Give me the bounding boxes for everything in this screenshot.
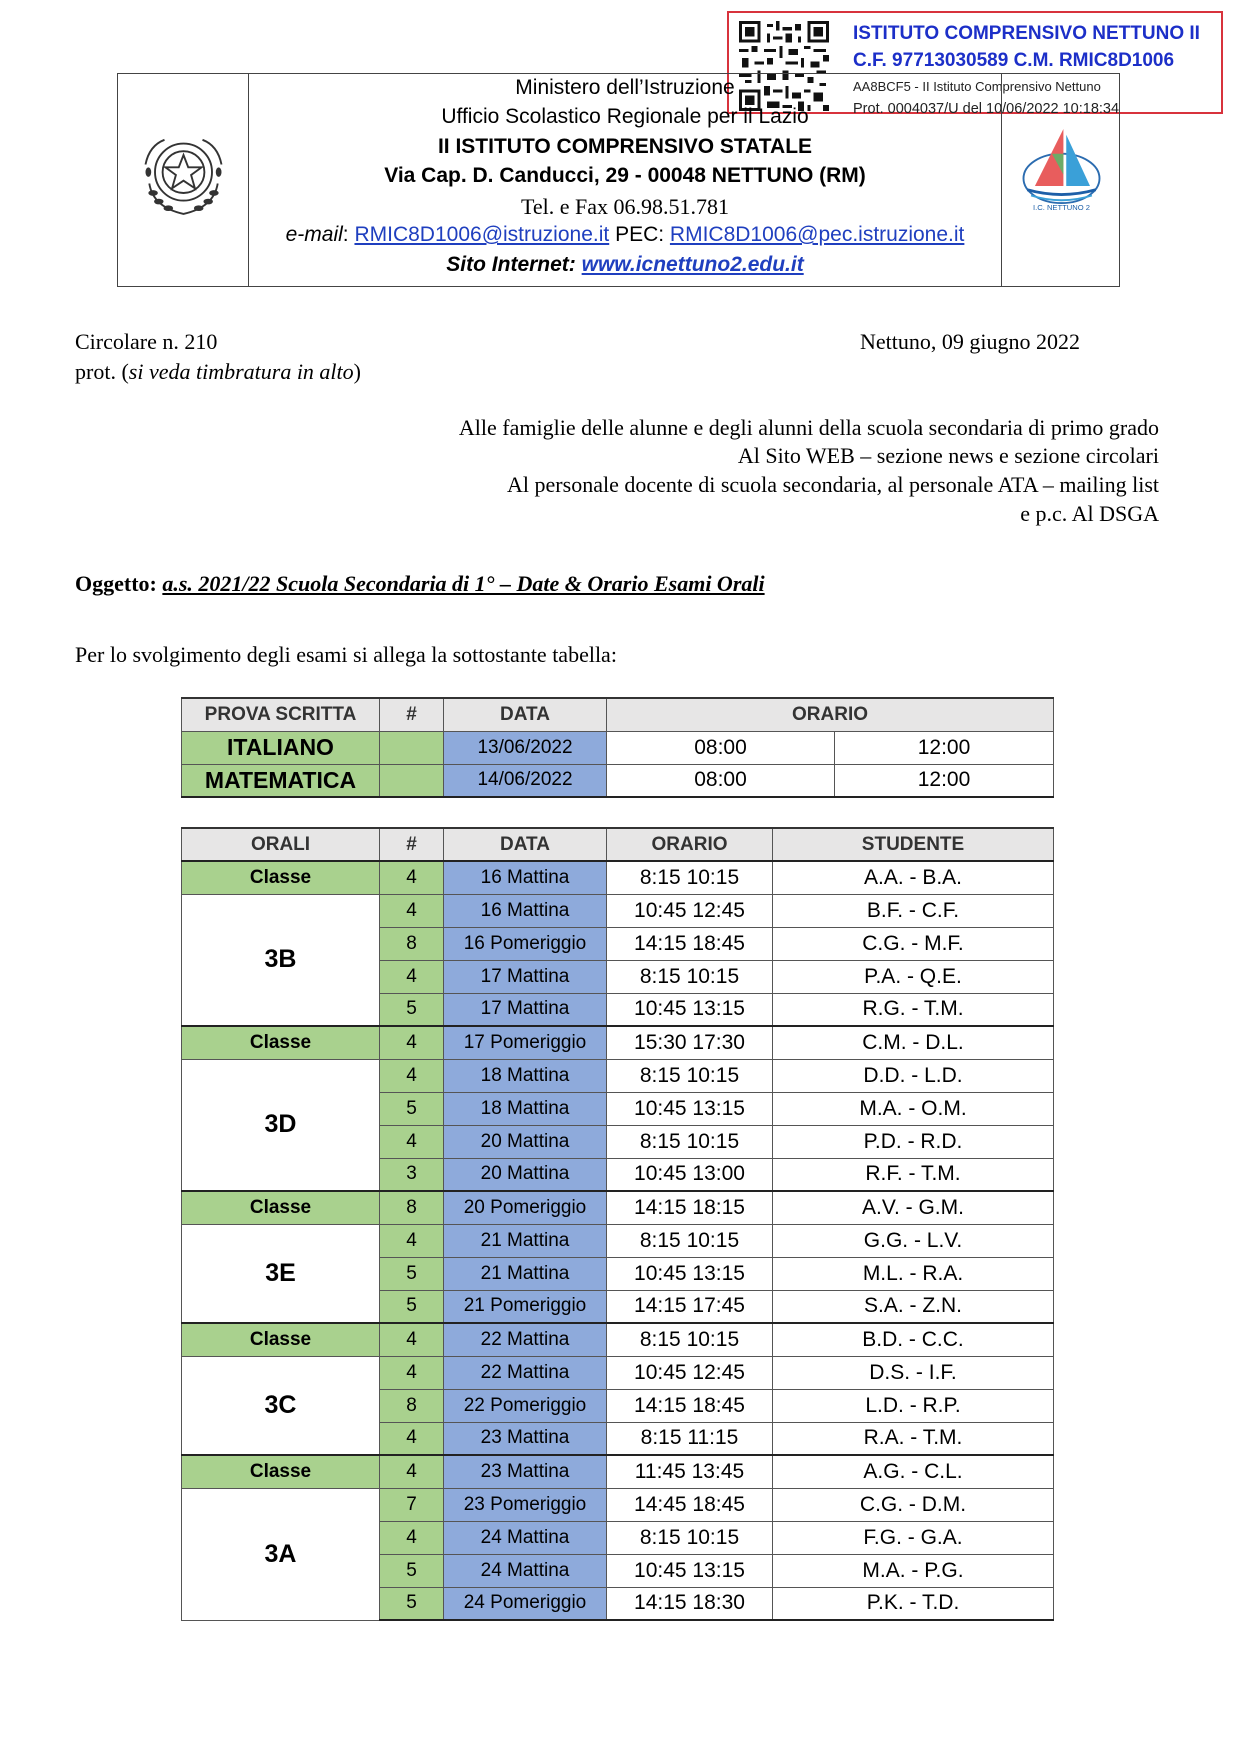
email-link[interactable]: RMIC8D1006@istruzione.it: [354, 223, 610, 246]
students-range-cell: P.K. - T.D.: [773, 1587, 1054, 1620]
pec-link[interactable]: RMIC8D1006@pec.istruzione.it: [669, 223, 965, 246]
class-name-cell: 3B: [182, 894, 380, 1026]
written-date: 13/06/2022: [444, 731, 607, 764]
header-prova-scritta: PROVA SCRITTA: [182, 698, 380, 731]
ministry-name: Ministero dell’Istruzione: [515, 76, 735, 99]
oral-exams-table: [181, 827, 1054, 1621]
exam-date-cell: 16 Mattina: [444, 894, 607, 927]
exam-date-cell: 22 Mattina: [444, 1356, 607, 1389]
exam-time-cell: 14:15 18:30: [607, 1587, 773, 1620]
written-header-row: [182, 698, 1054, 731]
exam-time-cell: 14:15 18:15: [607, 1191, 773, 1224]
oral-row: [182, 1026, 1054, 1059]
recipient-website: Al Sito WEB – sezione news e sezione circolari: [737, 443, 1159, 468]
student-count-cell: 4: [380, 1323, 444, 1356]
exam-time-cell: 10:45 13:15: [607, 1092, 773, 1125]
student-count-cell: 4: [380, 1026, 444, 1059]
exam-time-cell: 8:15 11:15: [607, 1422, 773, 1455]
intro-text: Per lo svolgimento degli esami si allega la sottostante tabella:: [75, 642, 617, 667]
exam-time-cell: 10:45 13:00: [607, 1158, 773, 1191]
subject-label: Oggetto:: [75, 571, 157, 596]
header-orali: ORALI: [182, 828, 380, 861]
student-count-cell: 4: [380, 1422, 444, 1455]
exam-time-cell: 8:15 10:15: [607, 1323, 773, 1356]
student-count-cell: 8: [380, 1191, 444, 1224]
class-label-cell: Classe: [182, 861, 380, 894]
class-name-cell: 3D: [182, 1059, 380, 1191]
class-name-cell: 3E: [182, 1224, 380, 1323]
header-data: DATA: [444, 828, 607, 861]
exam-time-cell: 15:30 17:30: [607, 1026, 773, 1059]
students-range-cell: B.D. - C.C.: [773, 1323, 1054, 1356]
header-data: DATA: [444, 698, 607, 731]
exam-time-cell: 10:45 12:45: [607, 1356, 773, 1389]
students-range-cell: A.G. - C.L.: [773, 1455, 1054, 1488]
exam-time-cell: 8:15 10:15: [607, 861, 773, 894]
written-end: 12:00: [835, 731, 1054, 764]
student-count-cell: 8: [380, 1389, 444, 1422]
student-count-cell: 4: [380, 894, 444, 927]
student-count-cell: 4: [380, 1059, 444, 1092]
header-orario: ORARIO: [607, 828, 773, 861]
students-range-cell: L.D. - R.P.: [773, 1389, 1054, 1422]
oral-row: [182, 894, 1054, 927]
students-range-cell: R.A. - T.M.: [773, 1422, 1054, 1455]
exam-time-cell: 14:15 18:45: [607, 927, 773, 960]
class-name-cell: 3A: [182, 1488, 380, 1620]
student-count-cell: 4: [380, 861, 444, 894]
stamp-protocol-number: Prot. 0004037/U del 10/06/2022 10:18:34: [853, 101, 1120, 117]
protocol-note-italic: si veda timbratura in alto: [128, 359, 354, 384]
oral-header-row: [182, 828, 1054, 861]
exam-date-cell: 17 Pomeriggio: [444, 1026, 607, 1059]
letterhead-right-cell: [1001, 74, 1119, 286]
student-count-cell: 4: [380, 1521, 444, 1554]
written-exams-table: [181, 697, 1054, 798]
school-sailboat-logo-icon: [1014, 117, 1109, 217]
students-range-cell: A.A. - B.A.: [773, 861, 1054, 894]
recipient-dsga: e p.c. Al DSGA: [1020, 501, 1159, 526]
students-range-cell: P.A. - Q.E.: [773, 960, 1054, 993]
school-logo-text: I.C. NETTUNO 2: [1033, 202, 1090, 212]
exam-date-cell: 21 Mattina: [444, 1257, 607, 1290]
students-range-cell: F.G. - G.A.: [773, 1521, 1054, 1554]
student-count-cell: 4: [380, 1125, 444, 1158]
written-date: 14/06/2022: [444, 764, 607, 797]
oral-exams-body: [182, 861, 1054, 1620]
exam-time-cell: 8:15 10:15: [607, 1521, 773, 1554]
exam-date-cell: 17 Mattina: [444, 960, 607, 993]
subject-line: [75, 573, 765, 595]
exam-time-cell: 10:45 13:15: [607, 1257, 773, 1290]
oral-row: [182, 861, 1054, 894]
header-count: #: [380, 698, 444, 731]
student-count-cell: 5: [380, 1257, 444, 1290]
exam-date-cell: 20 Pomeriggio: [444, 1191, 607, 1224]
exam-date-cell: 24 Mattina: [444, 1521, 607, 1554]
website-label: Sito Internet:: [446, 253, 576, 276]
student-count-cell: 4: [380, 1356, 444, 1389]
place-date: Nettuno, 09 giugno 2022: [860, 329, 1080, 354]
written-start: 08:00: [607, 731, 835, 764]
students-range-cell: C.G. - D.M.: [773, 1488, 1054, 1521]
protocol-note: prot. (si veda timbratura in alto): [75, 359, 361, 384]
students-range-cell: B.F. - C.F.: [773, 894, 1054, 927]
oral-row: [182, 1455, 1054, 1488]
subject-text: a.s. 2021/22 Scuola Secondaria di 1° – Date & Orario Esami Orali: [162, 571, 765, 596]
exam-date-cell: 22 Pomeriggio: [444, 1389, 607, 1422]
student-count-cell: 4: [380, 1224, 444, 1257]
exam-time-cell: 8:15 10:15: [607, 960, 773, 993]
exam-date-cell: 23 Mattina: [444, 1422, 607, 1455]
exam-date-cell: 17 Mattina: [444, 993, 607, 1026]
oral-row: [182, 1059, 1054, 1092]
student-count-cell: 5: [380, 1554, 444, 1587]
written-subject: MATEMATICA: [182, 764, 380, 797]
header-count: #: [380, 828, 444, 861]
school-name: II ISTITUTO COMPRENSIVO STATALE: [437, 135, 813, 158]
students-range-cell: D.D. - L.D.: [773, 1059, 1054, 1092]
exam-time-cell: 14:15 17:45: [607, 1290, 773, 1323]
oral-row: [182, 1323, 1054, 1356]
letterhead-center: [249, 74, 1001, 286]
class-label-cell: Classe: [182, 1191, 380, 1224]
students-range-cell: M.A. - P.G.: [773, 1554, 1054, 1587]
website-link[interactable]: www.icnettuno2.edu.it: [581, 253, 804, 276]
written-count: [380, 764, 444, 797]
students-range-cell: M.A. - O.M.: [773, 1092, 1054, 1125]
contacts-line: e-mail: RMIC8D1006@istruzione.it PEC: RMIC8D1006@pec.istruzione.it: [285, 223, 965, 246]
letterhead: [117, 73, 1120, 287]
students-range-cell: R.G. - T.M.: [773, 993, 1054, 1026]
student-count-cell: 4: [380, 960, 444, 993]
pec-label: PEC:: [615, 223, 665, 246]
student-count-cell: 5: [380, 993, 444, 1026]
written-row-matematica: [182, 764, 1054, 797]
website-line: [249, 253, 1001, 277]
exam-date-cell: 20 Mattina: [444, 1158, 607, 1191]
student-count-cell: 5: [380, 1587, 444, 1620]
students-range-cell: M.L. - R.A.: [773, 1257, 1054, 1290]
students-range-cell: G.G. - L.V.: [773, 1224, 1054, 1257]
school-address: Via Cap. D. Canducci, 29 - 00048 NETTUNO (RM): [384, 164, 866, 187]
exam-time-cell: 11:45 13:45: [607, 1455, 773, 1488]
exam-time-cell: 8:15 10:15: [607, 1059, 773, 1092]
written-count: [380, 731, 444, 764]
written-end: 12:00: [835, 764, 1054, 797]
recipient-families: Alle famiglie delle alunne e degli alunni della scuola secondaria di primo grado: [458, 415, 1159, 440]
oral-row: [182, 1224, 1054, 1257]
circular-number: Circolare n. 210: [75, 329, 218, 354]
exam-time-cell: 8:15 10:15: [607, 1224, 773, 1257]
exam-date-cell: 21 Pomeriggio: [444, 1290, 607, 1323]
oral-row: [182, 1191, 1054, 1224]
exam-date-cell: 16 Pomeriggio: [444, 927, 607, 960]
exam-date-cell: 18 Mattina: [444, 1059, 607, 1092]
regional-office: Ufficio Scolastico Regionale per il Lazio: [441, 105, 809, 128]
exam-time-cell: 14:45 18:45: [607, 1488, 773, 1521]
exam-date-cell: 21 Mattina: [444, 1224, 607, 1257]
class-label-cell: Classe: [182, 1026, 380, 1059]
letterhead-left-cell: [118, 74, 249, 286]
students-range-cell: C.M. - D.L.: [773, 1026, 1054, 1059]
stamp-aoo: AA8BCF5 - II Istituto Comprensivo Nettuno: [853, 79, 1101, 94]
exam-time-cell: 10:45 13:15: [607, 1554, 773, 1587]
class-label-cell: Classe: [182, 1323, 380, 1356]
exam-date-cell: 16 Mattina: [444, 861, 607, 894]
oral-row: [182, 1356, 1054, 1389]
header-studente: STUDENTE: [773, 828, 1054, 861]
stamp-school-name: ISTITUTO COMPRENSIVO NETTUNO II: [853, 23, 1200, 44]
email-label: e-mail: [285, 223, 343, 246]
student-count-cell: 8: [380, 927, 444, 960]
students-range-cell: P.D. - R.D.: [773, 1125, 1054, 1158]
exam-time-cell: 8:15 10:15: [607, 1125, 773, 1158]
written-start: 08:00: [607, 764, 835, 797]
student-count-cell: 7: [380, 1488, 444, 1521]
exam-date-cell: 24 Mattina: [444, 1554, 607, 1587]
recipient-staff: Al personale docente di scuola secondaria, al personale ATA – mailing list: [507, 472, 1159, 497]
class-label-cell: Classe: [182, 1455, 380, 1488]
stamp-tax-code: C.F. 97713030589 C.M. RMIC8D1006: [853, 50, 1175, 71]
class-name-cell: 3C: [182, 1356, 380, 1455]
exam-date-cell: 24 Pomeriggio: [444, 1587, 607, 1620]
exam-date-cell: 23 Pomeriggio: [444, 1488, 607, 1521]
students-range-cell: S.A. - Z.N.: [773, 1290, 1054, 1323]
exam-date-cell: 23 Mattina: [444, 1455, 607, 1488]
exam-time-cell: 10:45 13:15: [607, 993, 773, 1026]
written-row-italiano: [182, 731, 1054, 764]
exam-date-cell: 20 Mattina: [444, 1125, 607, 1158]
oral-row: [182, 1488, 1054, 1521]
exam-time-cell: 10:45 12:45: [607, 894, 773, 927]
students-range-cell: C.G. - M.F.: [773, 927, 1054, 960]
student-count-cell: 5: [380, 1092, 444, 1125]
students-range-cell: D.S. - I.F.: [773, 1356, 1054, 1389]
exam-date-cell: 22 Mattina: [444, 1323, 607, 1356]
header-orario: ORARIO: [607, 698, 1054, 731]
student-count-cell: 5: [380, 1290, 444, 1323]
exam-date-cell: 18 Mattina: [444, 1092, 607, 1125]
student-count-cell: 3: [380, 1158, 444, 1191]
student-count-cell: 4: [380, 1455, 444, 1488]
italian-republic-emblem-icon: [136, 124, 231, 224]
phone-fax: Tel. e Fax 06.98.51.781: [520, 194, 730, 219]
students-range-cell: A.V. - G.M.: [773, 1191, 1054, 1224]
exam-time-cell: 14:15 18:45: [607, 1389, 773, 1422]
written-subject: ITALIANO: [182, 731, 380, 764]
students-range-cell: R.F. - T.M.: [773, 1158, 1054, 1191]
